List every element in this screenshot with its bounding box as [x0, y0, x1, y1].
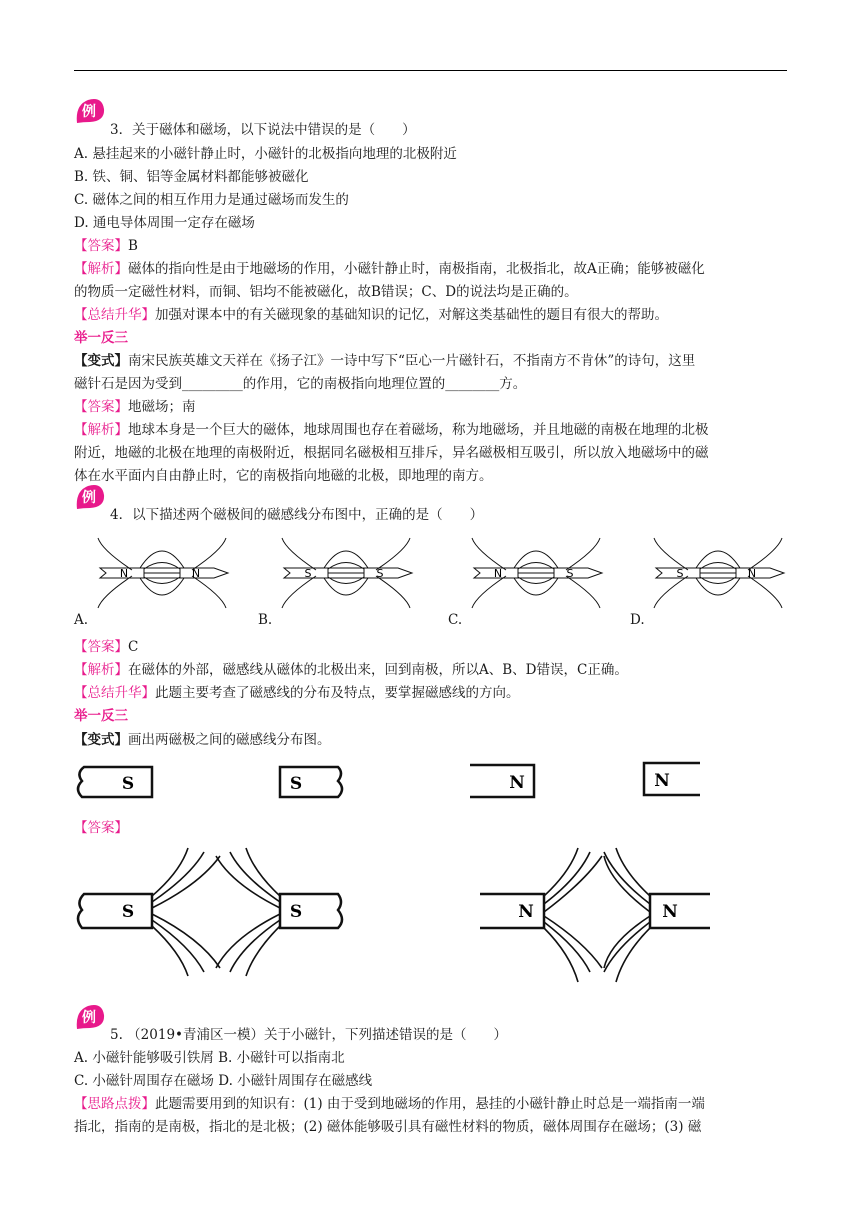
pole-label: N [662, 902, 678, 922]
q5-options-1: A. 小磁针能够吸引铁屑 B. 小磁针可以指南北 [74, 1050, 345, 1066]
q5-hint-1 [74, 1095, 705, 1113]
pole-label: S [289, 774, 303, 794]
analysis-text: 地球本身是一个巨大的磁体，地球周围也存在着磁场，称为地磁场，并且地磁的南极在地理的北极 [128, 422, 709, 438]
hint-text: 此题需要用到的知识有：(1) 由于受到地磁场的作用，悬挂的小磁针静止时总是一端指南一端 [155, 1096, 705, 1112]
answer-label: 【答案】 [74, 820, 128, 836]
variant-text: 南宋民族英雄文天祥在《扬子江》一诗中写下“臣心一片磁针石，不指南方不肯休”的诗句，这里 [128, 353, 696, 369]
v1-text-1 [74, 352, 695, 370]
analysis-label: 【解析】 [74, 662, 128, 678]
answer-label: 【答案】 [74, 639, 128, 655]
variant-heading: 举一反三 [74, 330, 128, 346]
q3-option-a: A. 悬挂起来的小磁针静止时，小磁针的北极指向地理的北极附近 [74, 146, 457, 162]
q3-option-c: C. 磁体之间的相互作用力是通过磁场而发生的 [74, 192, 349, 208]
v2-answer-figure [70, 842, 790, 990]
pole-label: S [121, 902, 135, 922]
example-badge-icon [74, 1003, 106, 1031]
analysis-label: 【解析】 [74, 261, 128, 277]
q3-analysis-2: 的物质一定磁性材料，而铜、铝均不能被磁化，故B错误；C、D的说法均是正确的。 [74, 284, 578, 300]
option-label-a: A. [74, 612, 89, 628]
analysis-text: 在磁体的外部，磁感线从磁体的北极出来，回到南极，所以A、B、D错误，C正确。 [128, 662, 628, 678]
pole-label: N [493, 567, 503, 580]
pole-label: N [747, 567, 757, 580]
figure-a [92, 530, 237, 616]
answer-value: 地磁场；南 [128, 399, 196, 415]
q5-stem: 5. （2019•青浦区一模）关于小磁针，下列描述错误的是（ ） [110, 1027, 507, 1043]
pole-label: N [518, 902, 534, 922]
v2-magnets-figure [70, 755, 790, 811]
summary-text: 此题主要考查了磁感线的分布及特点，要掌握磁感线的方向。 [155, 685, 520, 701]
pole-label: S [566, 567, 574, 580]
v1-text-2: 磁针石是因为受到_________的作用，它的南极指向地理位置的________方。 [74, 376, 527, 392]
variant-text: 画出两磁极之间的磁感线分布图。 [128, 732, 331, 748]
figure-c [466, 530, 611, 616]
example-badge-icon [74, 97, 106, 125]
pole-label: S [289, 902, 303, 922]
q4-analysis [74, 661, 628, 679]
option-label-c: C. [448, 612, 463, 628]
answer-label: 【答案】 [74, 399, 128, 415]
q3-stem: 3．关于磁体和磁场，以下说法中错误的是（ ） [110, 122, 416, 138]
svg-text:例: 例 [82, 104, 96, 120]
pole-label: S [304, 567, 312, 580]
svg-text:例: 例 [82, 490, 96, 506]
v2-text [74, 731, 331, 749]
v1-answer [74, 398, 196, 416]
v1-analysis-1 [74, 421, 709, 439]
q5-hint-2: 指北，指南的是南极，指北的是北极；(2) 磁体能够吸引具有磁性材料的物质，磁体周围存在磁场；(3) 磁 [74, 1119, 702, 1135]
v2-answer [74, 819, 128, 837]
figure-b [276, 530, 421, 616]
answer-value: C [128, 639, 139, 655]
q4-stem: 4．以下描述两个磁极间的磁感线分布图中，正确的是（ ） [110, 507, 484, 523]
example-badge-icon [74, 483, 106, 511]
summary-label: 【总结升华】 [74, 685, 155, 701]
pole-label: S [376, 567, 384, 580]
variant-heading: 举一反三 [74, 708, 128, 724]
q3-answer [74, 237, 138, 255]
summary-label: 【总结升华】 [74, 307, 155, 323]
figure-d [648, 530, 793, 616]
v1-analysis-2: 附近，地磁的北极在地理的南极附近，根据同名磁极相互排斥，异名磁极相互吸引，所以放入地磁场中的磁 [74, 445, 709, 461]
hint-label: 【思路点拨】 [74, 1096, 155, 1112]
q3-analysis-1 [74, 260, 705, 278]
header-rule [74, 70, 787, 71]
answer-label: 【答案】 [74, 238, 128, 254]
q4-answer [74, 638, 138, 656]
q3-option-b: B. 铁、铜、铝等金属材料都能够被磁化 [74, 169, 309, 185]
variant-label: 【变式】 [74, 732, 128, 748]
q4-summary [74, 684, 520, 702]
q3-summary [74, 306, 668, 324]
summary-text: 加强对课本中的有关磁现象的基础知识的记忆，对解这类基础性的题目有很大的帮助。 [155, 307, 668, 323]
option-label-b: B. [258, 612, 273, 628]
option-label-d: D. [630, 612, 645, 628]
pole-label: S [121, 774, 135, 794]
answer-value: B [128, 238, 138, 254]
q3-option-d: D. 通电导体周围一定存在磁场 [74, 215, 255, 231]
q5-options-2: C. 小磁针周围存在磁场 D. 小磁针周围存在磁感线 [74, 1073, 373, 1089]
analysis-label: 【解析】 [74, 422, 128, 438]
pole-label: N [119, 567, 129, 580]
analysis-text: 磁体的指向性是由于地磁场的作用，小磁针静止时，南极指南，北极指北，故A正确；能够被磁化 [128, 261, 705, 277]
svg-text:例: 例 [82, 1010, 96, 1026]
pole-label: N [191, 567, 201, 580]
pole-label: S [676, 567, 684, 580]
pole-label: N [654, 771, 670, 791]
v1-analysis-3: 体在水平面内自由静止时，它的南极指向地磁的北极，即地理的南方。 [74, 468, 493, 484]
variant-label: 【变式】 [74, 353, 128, 369]
pole-label: N [509, 773, 525, 793]
